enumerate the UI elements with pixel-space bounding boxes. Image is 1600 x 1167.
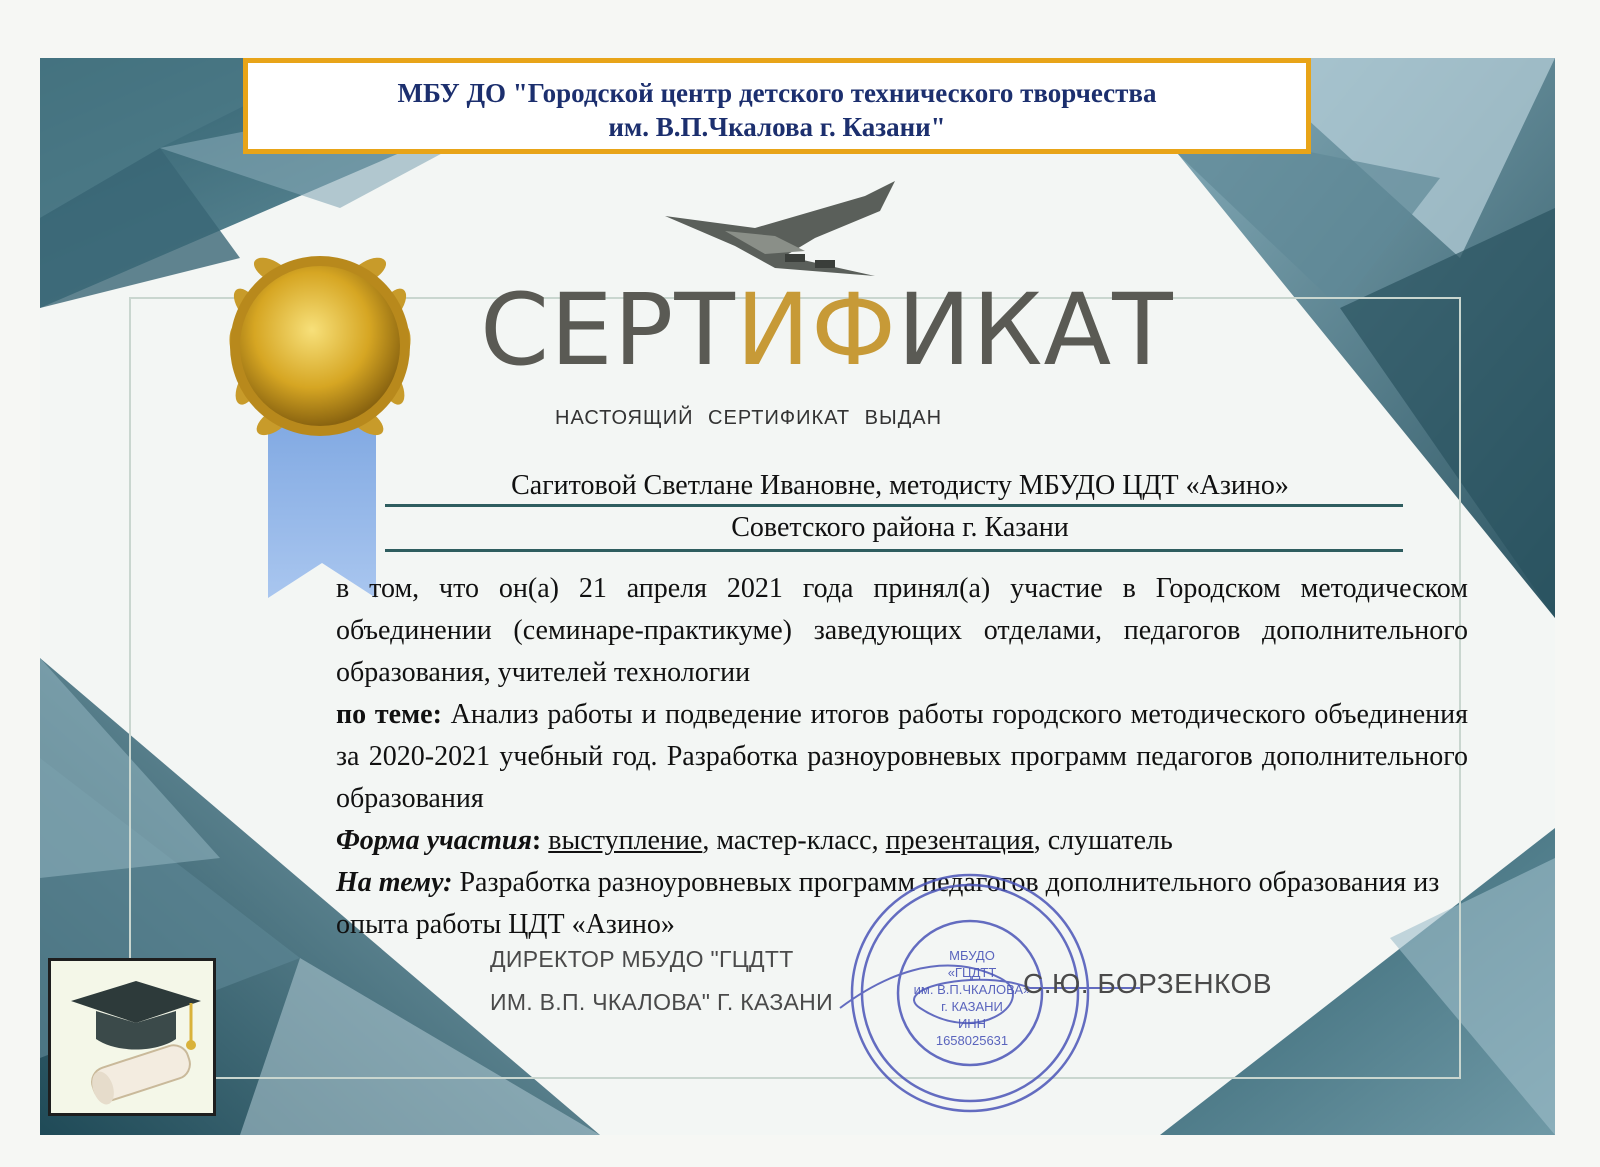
form-option-presentation: презентация (885, 825, 1034, 856)
title-part2: ИФ (735, 273, 898, 388)
topic-label: по теме: (336, 699, 442, 730)
recipient-line1: Сагитовой Светлане Ивановне, методисту МБУДО ЦДТ «Азино» (511, 470, 1289, 501)
stamp-line3: им. В.П.ЧКАЛОВА» (913, 982, 1031, 997)
organization-header (243, 58, 1311, 154)
theme-text: Разработка разноуровневых программ педагогов дополнительного образования из опыта работы ЦДТ «Азино» (336, 867, 1440, 940)
title-part1: СЕРТ (480, 273, 736, 388)
organization-name-line2: им. В.П.Чкалова г. Казани" (608, 112, 946, 142)
title-part3: ИКАТ (897, 273, 1174, 388)
stamp-line1: МБУДО (949, 948, 995, 963)
gold-medal-icon (200, 226, 440, 466)
form-option-speech: выступление (548, 825, 703, 856)
recipient-line2: Советского района г. Казани (731, 512, 1069, 543)
stamp-line4: г. КАЗАНИ (941, 999, 1003, 1014)
topic-text: Анализ работы и подведение итогов работы городского методического объединения за 2020-2021 учебный год. Разработка разноуровневых программ педагогов дополнительного образования (336, 699, 1469, 814)
certificate (40, 58, 1555, 1135)
divider-line (385, 549, 1403, 552)
participation-text: в том, что он(а) 21 апреля 2021 года принял(а) участие в Городском методическом объединении (семинаре-практикуме) заведующих отделами, педагогов дополнительного образования, учителей технологии (336, 573, 1468, 688)
stamp-line2: «ГЦДТТ (947, 965, 997, 980)
director-title (490, 938, 833, 1024)
form-colon: : (531, 825, 549, 856)
form-label: Форма участия (336, 825, 532, 856)
graduation-cap-icon (51, 961, 213, 1113)
director-line2: ИМ. В.П. ЧКАЛОВА" Г. КАЗАНИ (490, 989, 833, 1015)
certificate-title (480, 273, 1174, 388)
director-line1: ДИРЕКТОР МБУДО "ГЦДТТ (490, 946, 794, 972)
form-separator: , мастер-класс, (702, 825, 886, 856)
stamp-line5: ИНН (957, 1016, 987, 1031)
organization-name-line1: МБУ ДО "Городской центр детского технического творчества (397, 78, 1157, 108)
certificate-subtitle: НАСТОЯЩИЙ СЕРТИФИКАТ ВЫДАН (555, 407, 943, 429)
director-name: С.Ю. БОРЗЕНКОВ (1023, 968, 1273, 999)
theme-label: На тему: (336, 867, 453, 898)
graduation-cap-image (48, 958, 216, 1116)
topic-paragraph (336, 694, 1468, 820)
form-paragraph (336, 820, 1468, 862)
airplane-icon (665, 176, 905, 286)
form-rest: , слушатель (1033, 825, 1173, 856)
divider-line (385, 504, 1403, 507)
stamp-line6: 1658025631 (935, 1033, 1009, 1048)
